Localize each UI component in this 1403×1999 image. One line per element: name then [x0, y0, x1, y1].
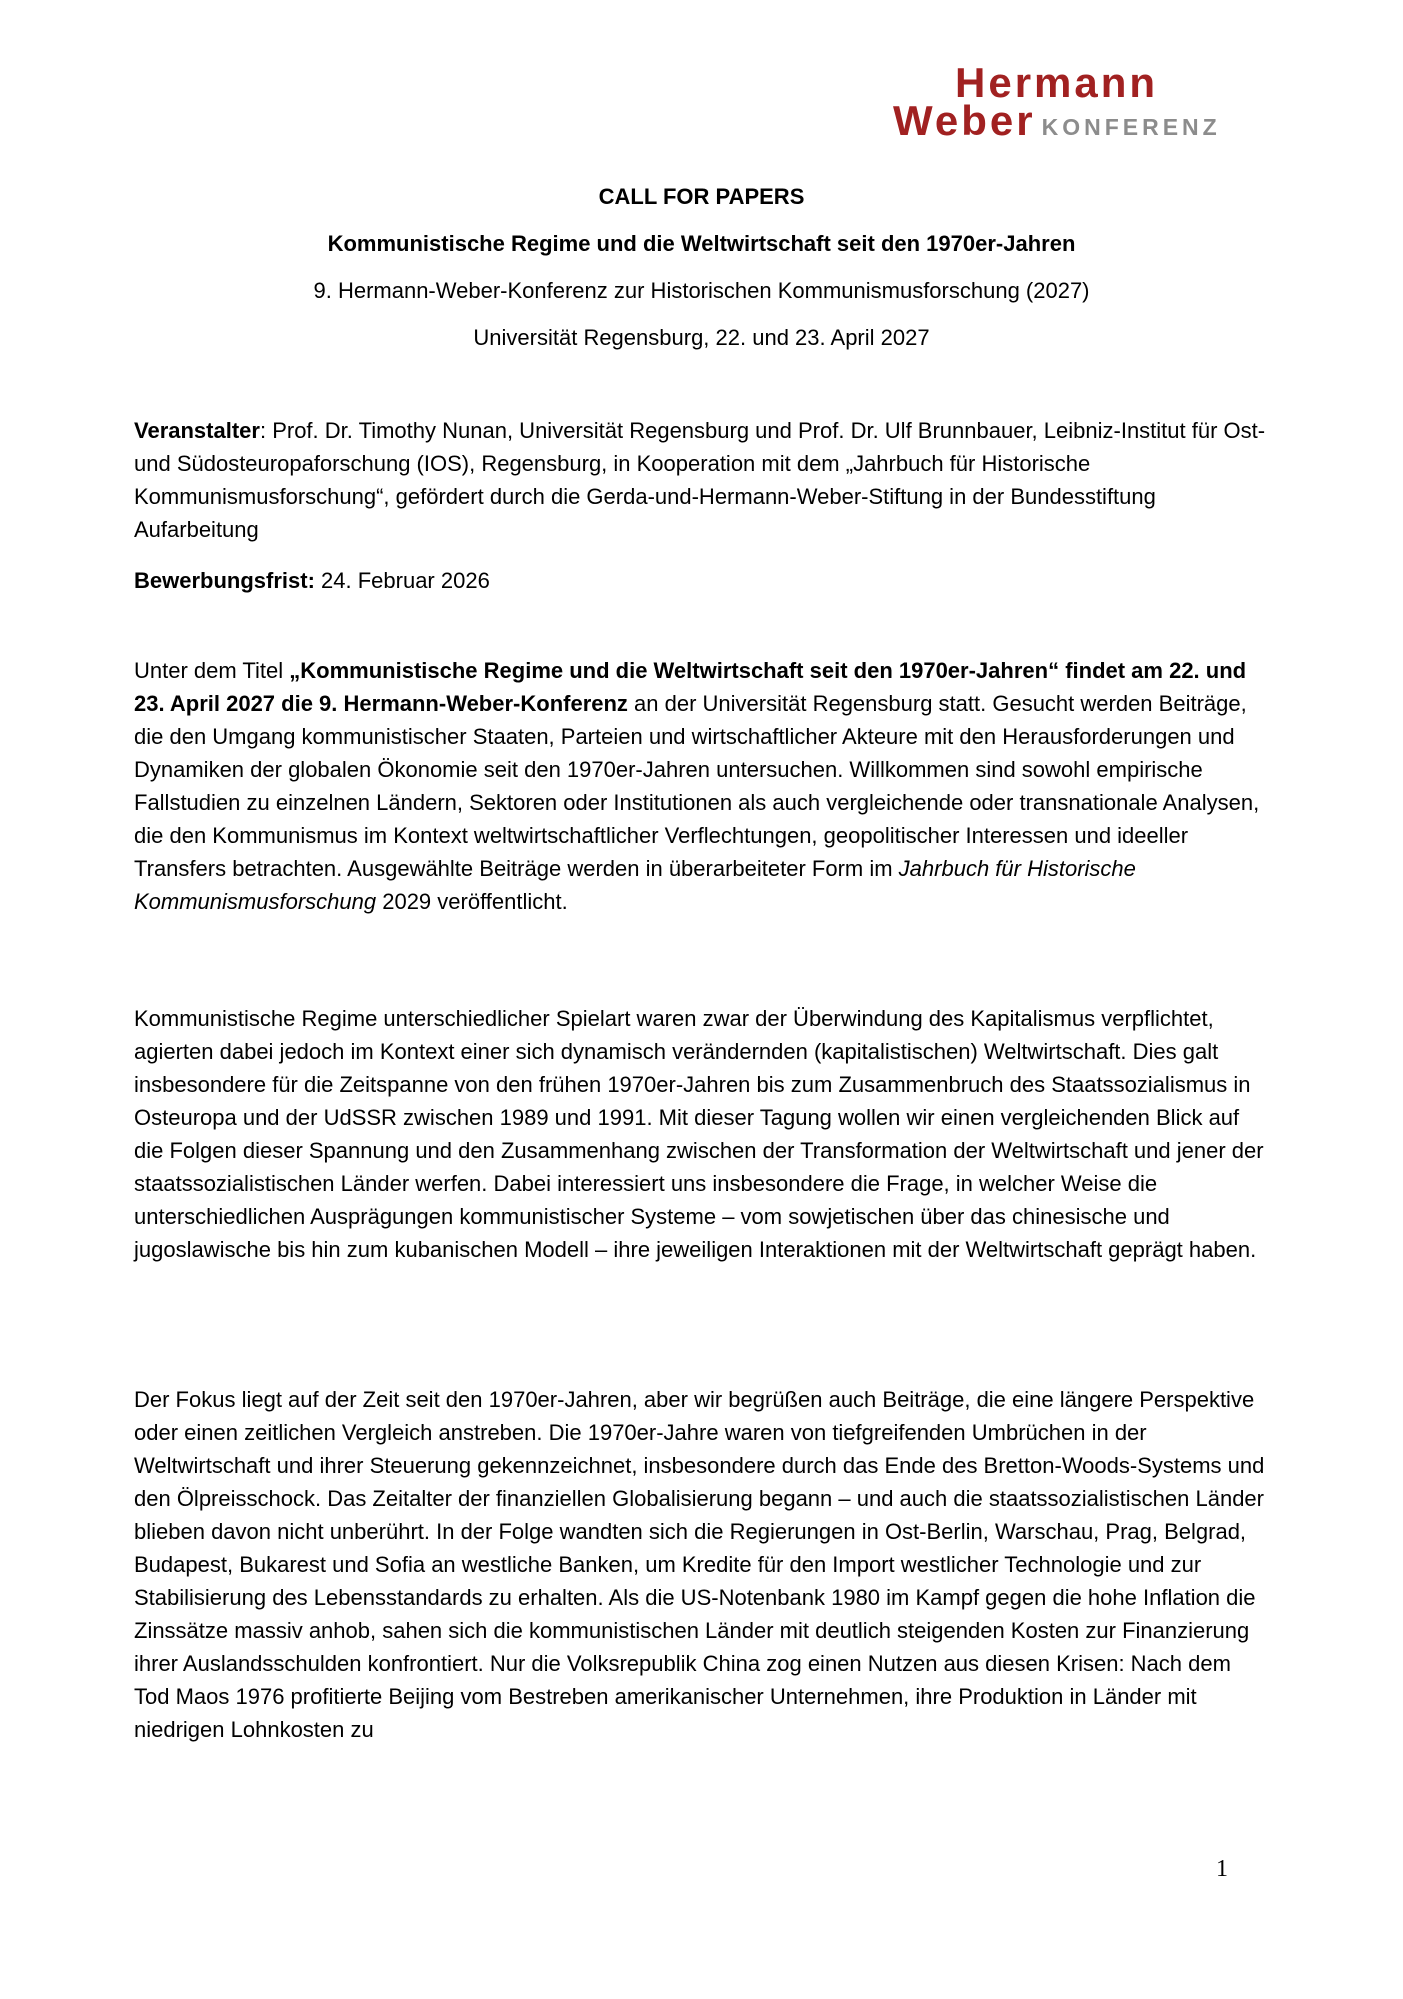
logo-second-line: [893, 97, 1221, 144]
logo-tagline-konferenz: KONFERENZ: [1041, 114, 1221, 140]
organizer-paragraph: Veranstalter: Prof. Dr. Timothy Nunan, Universität Regensburg und Prof. Dr. Ulf Brunnbauer, Leibniz-Institut für Ost- und Südosteuropaforschung (IOS), Regensburg, in Kooperation mit dem „Jahrbuch für Historische Kommunismusforschung“, gefördert durch die Gerda-und-Hermann-Weber-Stiftung in der Bundesstiftung Aufarbeitung: [134, 418, 1266, 542]
document-header: [134, 180, 1269, 368]
page-number: 1: [1216, 1856, 1228, 1882]
hermann-weber-konferenz-logo: [893, 59, 1221, 144]
conference-title: Kommunistische Regime und die Weltwirtschaft seit den 1970er-Jahren: [327, 231, 1076, 256]
conference-subtitle: 9. Hermann-Weber-Konferenz zur Historischen Kommunismusforschung (2027): [313, 278, 1090, 303]
body-paragraph-1: Unter dem Titel „Kommunistische Regime und die Weltwirtschaft seit den 1970er-Jahren“ findet am 22. und 23. April 2027 die 9. Hermann-Weber-Konferenz an der Universität Regensburg statt. Gesucht werden Beiträge, die den Umgang kommunistischer Staaten, Parteien und wirtschaftlicher Akteure mit den Herausforderungen und Dynamiken der globalen Ökonomie seit den 1970er-Jahren untersuchen. Willkommen sind sowohl empirische Fallstudien zu einzelnen Ländern, Sektoren oder Institutionen als auch vergleichende oder transnationale Analysen, die den Kommunismus im Kontext weltwirtschaftlicher Verflechtungen, geopolitischer Interessen und ideeller Transfers betrachten. Ausgewählte Beiträge werden in überarbeiteter Form im Jahrbuch für Historische Kommunismusforschung 2029 veröffentlicht.: [134, 658, 1260, 914]
body-paragraph-3: Der Fokus liegt auf der Zeit seit den 1970er-Jahren, aber wir begrüßen auch Beiträge, die eine längere Perspektive oder einen zeitlichen Vergleich anstreben. Die 1970er-Jahre waren von tiefgreifenden Umbrüchen in der Weltwirtschaft und ihrer Steuerung gekennzeichnet, insbesondere durch das Ende des Bretton-Woods-Systems und den Ölpreisschock. Das Zeitalter der finanziellen Globalisierung begann – und auch die staatssozialistischen Länder blieben davon nicht unberührt. In der Folge wandten sich die Regierungen in Ost-Berlin, Warschau, Prag, Belgrad, Budapest, Bukarest und Sofia an westliche Banken, um Kredite für den Import westlicher Technologie und zur Stabilisierung des Lebensstandards zu erhalten. Als die US-Notenbank 1980 im Kampf gegen die hohe Inflation die Zinssätze massiv anhob, sahen sich die kommunistischen Länder mit deutlich steigenden Kosten zur Finanzierung ihrer Auslandsschulden konfrontiert. Nur die Volksrepublik China zog einen Nutzen aus diesen Krisen: Nach dem Tod Maos 1976 profitierte Beijing vom Bestreben amerikanischer Unternehmen, ihre Produktion in Länder mit niedrigen Lohnkosten zu: [134, 1387, 1265, 1742]
application-deadline-paragraph: Bewerbungsfrist: 24. Februar 2026: [134, 568, 490, 593]
logo-word-hermann: Hermann: [955, 59, 1159, 106]
logo-word-weber: Weber: [893, 97, 1036, 144]
conference-venue-date: Universität Regensburg, 22. und 23. April 2027: [473, 325, 930, 350]
call-for-papers-heading: CALL FOR PAPERS: [598, 184, 805, 209]
body-paragraph-2: Kommunistische Regime unterschiedlicher Spielart waren zwar der Überwindung des Kapitalismus verpflichtet, agierten dabei jedoch im Kontext einer sich dynamisch verändernden (kapitalistischen) Weltwirtschaft. Dies galt insbesondere für die Zeitspanne von den frühen 1970er-Jahren bis zum Zusammenbruch des Staatssozialismus in Osteuropa und der UdSSR zwischen 1989 und 1991. Mit dieser Tagung wollen wir einen vergleichenden Blick auf die Folgen dieser Spannung und den Zusammenhang zwischen der Transformation der Weltwirtschaft und jener der staatssozialistischen Länder werfen. Dabei interessiert uns insbesondere die Frage, in welcher Weise die unterschiedlichen Ausprägungen kommunistischer Systeme – vom sowjetischen über das chinesische und jugoslawische bis hin zum kubanischen Modell – ihre jeweiligen Interaktionen mit der Weltwirtschaft geprägt haben.: [134, 1006, 1264, 1262]
